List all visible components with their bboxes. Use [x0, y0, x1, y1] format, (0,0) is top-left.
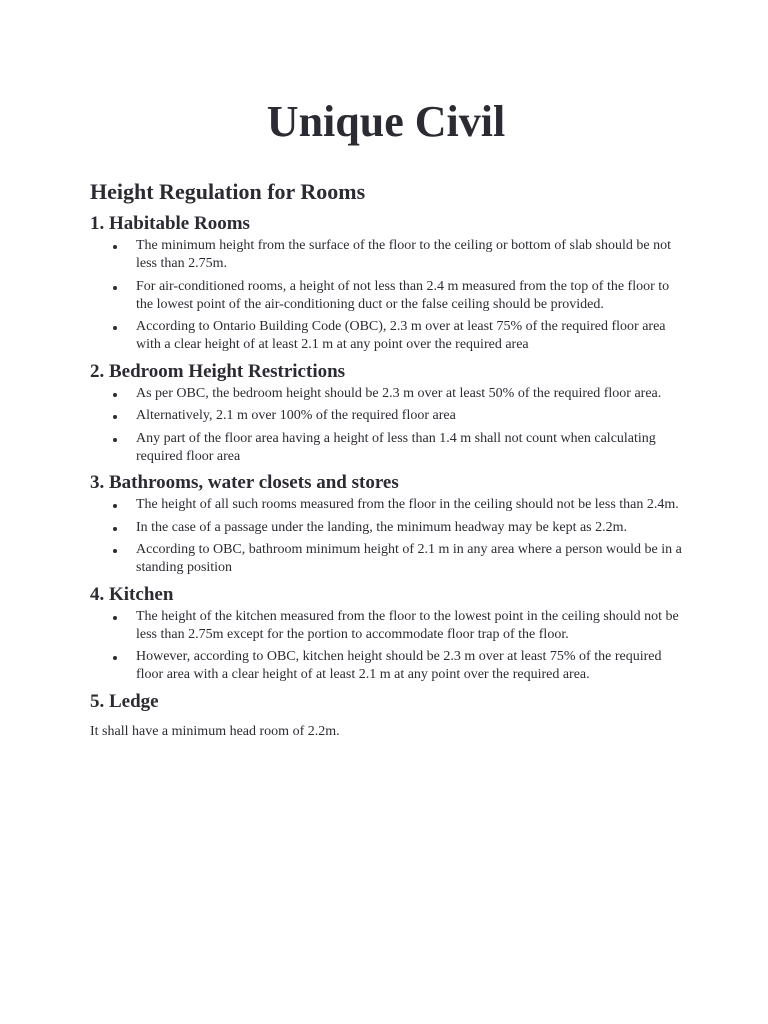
bullet-icon [113, 549, 117, 553]
document-title: Unique Civil [266, 97, 506, 146]
bullet-list [90, 385, 682, 466]
list-item [90, 648, 682, 684]
list-item [90, 237, 682, 273]
list-item [90, 430, 682, 466]
section-heading: 5. Ledge [90, 690, 159, 712]
list-item-text: According to OBC, bathroom minimum height of 2.1 m in any area where a person would be in a standing position [136, 542, 682, 575]
document-subtitle: Height Regulation for Rooms [90, 179, 366, 204]
list-item-text: The height of the kitchen measured from the floor to the lowest point in the ceiling should not be less than 2.75m except for the portion to accommodate floor trap of the floor. [136, 608, 679, 642]
section-habitable-rooms [90, 211, 682, 354]
section-kitchen [90, 582, 682, 685]
list-item-text: The minimum height from the surface of the floor to the ceiling or bottom of slab should be not less than 2.75m. [136, 238, 671, 271]
section-bathrooms [90, 470, 682, 577]
section-ledge [90, 689, 682, 741]
bullet-list [90, 608, 682, 685]
list-item-text: However, according to OBC, kitchen height should be 2.3 m over at least 75% of the required floor area with a clear height of at least 2.1 m at any point over the required area. [136, 649, 662, 682]
list-item-text: As per OBC, the bedroom height should be 2.3 m over at least 50% of the required floor area. [136, 385, 662, 401]
section-heading: 3. Bathrooms, water closets and stores [90, 472, 399, 493]
list-item-text: According to Ontario Building Code (OBC), 2.3 m over at least 75% of the required floor area with a clear height of at least 2.1 m at any point over the required area [136, 319, 666, 352]
body-paragraph: It shall have a minimum head room of 2.2m. [90, 723, 340, 739]
list-item [90, 541, 682, 577]
list-item-text: Any part of the floor area having a height of less than 1.4 m shall not count when calculating required floor area [136, 430, 656, 464]
list-item [90, 519, 682, 537]
list-item-text: In the case of a passage under the landing, the minimum headway may be kept as 2.2m. [136, 519, 628, 535]
bullet-icon [113, 415, 117, 419]
bullet-icon [113, 438, 117, 442]
list-item [90, 608, 682, 644]
section-heading: 1. Habitable Rooms [90, 213, 250, 234]
bullet-icon [113, 326, 117, 330]
list-item [90, 407, 682, 425]
list-item [90, 318, 682, 354]
bullet-icon [113, 656, 117, 660]
section-heading: 2. Bedroom Height Restrictions [90, 360, 346, 382]
bullet-icon [113, 393, 117, 397]
bullet-list [90, 237, 682, 354]
list-item [90, 385, 682, 403]
bullet-icon [113, 527, 117, 531]
section-heading: 4. Kitchen [90, 583, 174, 605]
bullet-icon [113, 286, 117, 290]
list-item-text: The height of all such rooms measured from the floor in the ceiling should not be less than 2.4m. [136, 497, 679, 512]
bullet-list [90, 496, 682, 577]
bullet-icon [113, 616, 117, 620]
list-item-text: Alternatively, 2.1 m over 100% of the required floor area [136, 408, 456, 423]
bullet-icon [113, 245, 117, 249]
list-item-text: For air-conditioned rooms, a height of not less than 2.4 m measured from the top of the floor to the lowest point of the air-conditioning duct or the false ceiling should be provided. [136, 278, 670, 312]
list-item [90, 278, 682, 314]
bullet-icon [113, 504, 117, 508]
list-item [90, 496, 682, 514]
section-bedroom-height [90, 359, 682, 466]
